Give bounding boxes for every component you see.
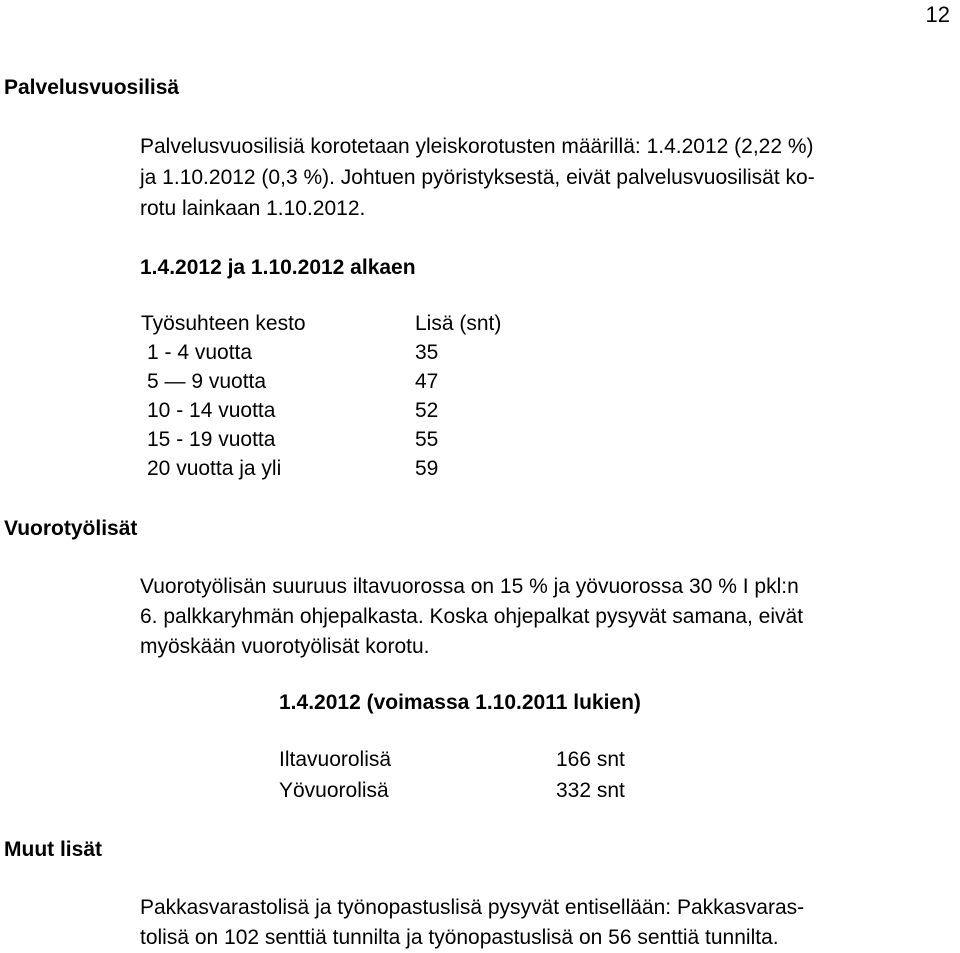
table-cell-kesto: 5 — 9 vuotta <box>147 370 267 393</box>
paragraph-line: Palvelusvuosilisiä korotetaan yleiskorotusten määrillä: 1.4.2012 (2,22 %) <box>140 135 814 158</box>
paragraph-line: myöskään vuorotyölisät korotu. <box>140 635 430 658</box>
table-cell-lisa: 55 <box>415 428 439 451</box>
section-heading-palvelusvuosilisa: Palvelusvuosilisä <box>4 76 180 99</box>
section-heading-vuorotyolisat: Vuorotyölisät <box>4 517 138 540</box>
table-cell-lisa: 52 <box>415 399 439 422</box>
vuorotyolisat-paragraph <box>140 572 803 662</box>
table-cell-lisa-nimi: Yövuorolisä <box>279 779 389 802</box>
muut-lisat-paragraph <box>140 893 804 953</box>
palvelusvuosilisa-subheading: 1.4.2012 ja 1.10.2012 alkaen <box>140 256 416 279</box>
section-heading-muut-lisat: Muut lisät <box>4 838 102 861</box>
table-cell-lisa-maara: 166 snt <box>556 748 625 771</box>
paragraph-line: tolisä on 102 senttiä tunnilta ja työnopastuslisä on 56 senttiä tunnilta. <box>140 926 779 949</box>
table-header-kesto: Työsuhteen kesto <box>141 312 306 335</box>
palvelusvuosilisa-paragraph <box>140 131 815 224</box>
table-header-lisa: Lisä (snt) <box>415 312 502 335</box>
table-cell-kesto: 10 - 14 vuotta <box>147 399 276 422</box>
paragraph-line: ja 1.10.2012 (0,3 %). Johtuen pyöristyksestä, eivät palvelusvuosilisät ko- <box>140 166 815 189</box>
table-cell-lisa-nimi: Iltavuorolisä <box>279 748 392 771</box>
vuorotyolisat-subheading: 1.4.2012 (voimassa 1.10.2011 lukien) <box>279 691 641 714</box>
table-cell-lisa: 47 <box>415 370 439 393</box>
table-cell-kesto: 20 vuotta ja yli <box>147 457 282 480</box>
paragraph-line: Vuorotyölisän suuruus iltavuorossa on 15 % ja yövuorossa 30 % I pkl:n <box>140 575 799 598</box>
paragraph-line: rotu lainkaan 1.10.2012. <box>140 197 366 220</box>
table-cell-lisa: 35 <box>415 341 439 364</box>
paragraph-line: Pakkasvarastolisä ja työnopastuslisä pysyvät entisellään: Pakkasvaras- <box>140 896 805 919</box>
table-cell-kesto: 1 - 4 vuotta <box>147 341 253 364</box>
table-cell-lisa: 59 <box>415 457 439 480</box>
table-cell-lisa-maara: 332 snt <box>556 779 625 802</box>
paragraph-line: 6. palkkaryhmän ohjepalkasta. Koska ohjepalkat pysyvät samana, eivät <box>140 605 804 628</box>
table-cell-kesto: 15 - 19 vuotta <box>147 428 276 451</box>
page-number: 12 <box>925 2 950 27</box>
